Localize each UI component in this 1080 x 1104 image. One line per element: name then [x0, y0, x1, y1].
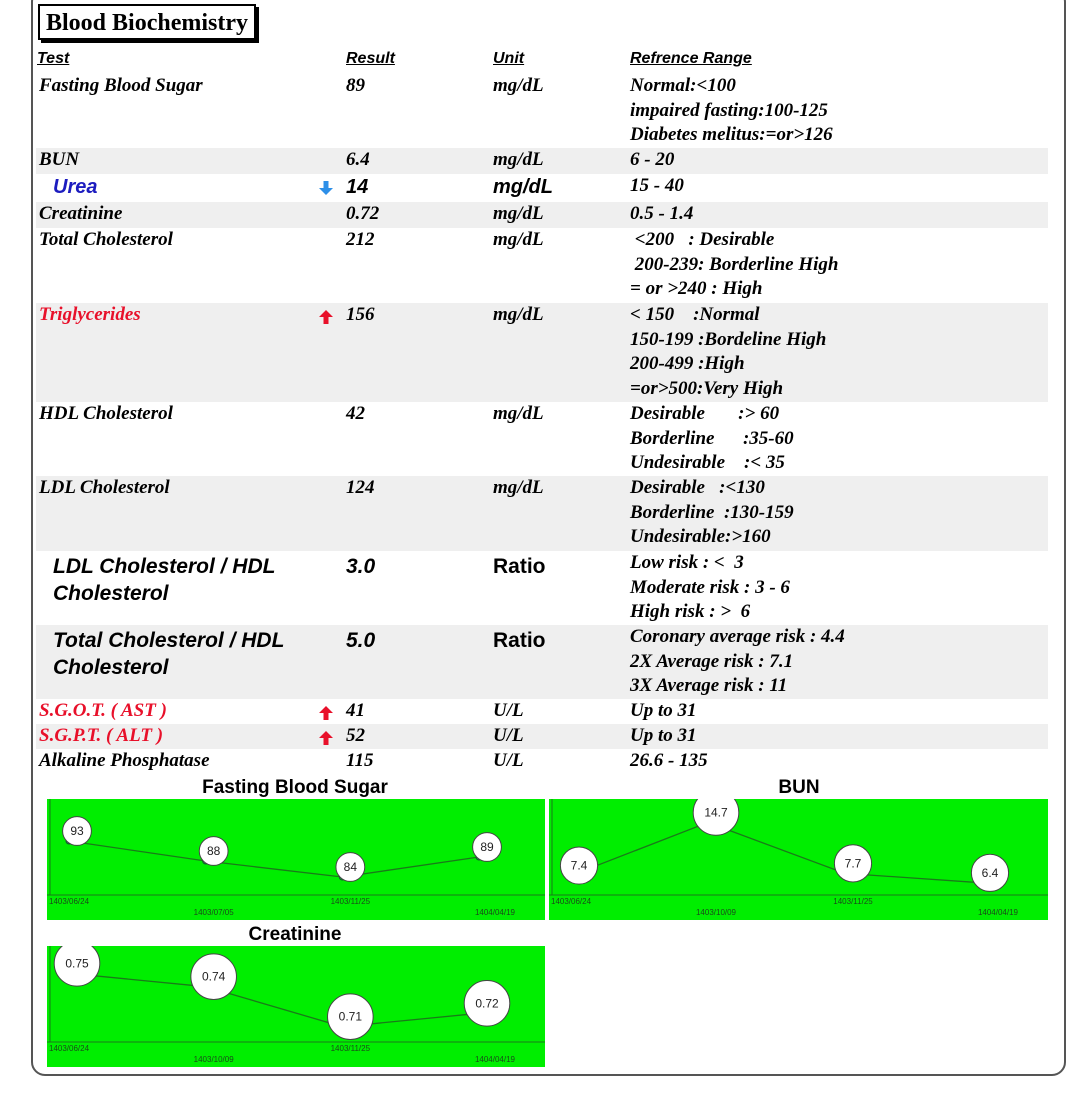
header-range: Refrence Range [630, 50, 752, 67]
arrow-up-icon [318, 705, 334, 721]
test-unit: mg/dL [493, 203, 544, 224]
reference-range-line: 15 - 40 [630, 175, 684, 196]
table-row [36, 749, 1048, 774]
chart-x-tick-label: 1403/06/24 [49, 897, 90, 906]
test-name: HDL Cholesterol [39, 403, 173, 424]
test-unit: Ratio [493, 629, 546, 652]
arrow-up-icon [318, 309, 334, 325]
test-result: 0.72 [346, 203, 380, 224]
chart-data-label: 88 [206, 844, 221, 858]
test-name: Urea [53, 176, 98, 198]
reference-range-line: 200-499 :High [630, 353, 745, 374]
reference-range-line: 26.6 - 135 [630, 750, 708, 771]
chart-title-bun: BUN [778, 777, 820, 798]
chart-data-label: 0.72 [475, 996, 499, 1011]
reference-range-line: 0.5 - 1.4 [630, 203, 694, 224]
chart-x-tick-label: 1403/10/09 [695, 908, 737, 917]
test-unit: mg/dL [493, 403, 544, 424]
reference-range-line: Normal:<100 [630, 75, 736, 96]
test-name: S.G.P.T. ( ALT ) [39, 725, 164, 746]
reference-range [630, 699, 697, 724]
table-row [36, 699, 1048, 724]
reference-range [630, 625, 845, 699]
reference-range-line: Undesirable:>160 [630, 526, 771, 547]
table-row [36, 148, 1048, 174]
header-unit: Unit [493, 50, 525, 67]
reference-range-line: 150-199 :Bordeline High [630, 328, 827, 350]
table-row [36, 202, 1048, 228]
chart-x-tick-label: 1403/07/05 [193, 908, 234, 917]
table-row [36, 402, 1048, 476]
test-name: S.G.O.T. ( AST ) [39, 700, 167, 721]
reference-range [630, 749, 708, 774]
chart-x-tick-label: 1403/10/09 [193, 1055, 234, 1064]
reference-range [630, 228, 838, 302]
reference-range [630, 402, 794, 476]
arrow-up-icon [318, 730, 334, 746]
table-row [36, 174, 1048, 202]
test-result: 124 [346, 477, 375, 498]
chart-data-label: 14.7 [704, 805, 728, 820]
test-unit: mg/dL [493, 176, 553, 198]
chart-x-tick-label: 1403/06/24 [49, 1044, 90, 1053]
test-name: Total Cholesterol / HDL Cholesterol [53, 629, 285, 679]
chart-data-label: 93 [70, 824, 84, 838]
chart-title-creatinine: Creatinine [248, 924, 342, 945]
chart-creatinine [47, 946, 545, 1067]
test-unit: mg/dL [493, 477, 544, 498]
test-result: 52 [346, 725, 365, 746]
reference-range-line: Desirable :> 60 [630, 403, 780, 424]
chart-data-label: 7.7 [844, 856, 862, 871]
table-row [36, 625, 1048, 699]
chart-x-tick-label: 1403/11/25 [833, 897, 873, 906]
chart-data-label: 7.4 [570, 858, 588, 873]
reference-range [630, 303, 826, 401]
reference-range-line: Desirable :<130 [630, 477, 765, 498]
table-row [36, 74, 1048, 148]
reference-range-line: 200-239: Borderline High [630, 253, 839, 275]
test-name: Triglycerides [39, 304, 141, 325]
reference-range [630, 476, 794, 550]
chart-x-tick-label: 1403/11/25 [330, 897, 371, 906]
reference-range-line: High risk : > 6 [630, 601, 751, 622]
test-unit: mg/dL [493, 229, 544, 250]
test-name: LDL Cholesterol / HDL Cholesterol [53, 555, 276, 605]
chart-fasting-blood-sugar [47, 799, 545, 920]
reference-range-line: Low risk : < 3 [630, 552, 744, 573]
test-name: Creatinine [39, 203, 123, 224]
reference-range-line: =or>500:Very High [630, 377, 784, 399]
test-name: BUN [39, 149, 80, 170]
test-unit: mg/dL [493, 149, 544, 170]
chart-data-label: 84 [343, 860, 358, 874]
chart-data-label: 0.74 [201, 969, 226, 984]
test-name: Total Cholesterol [39, 229, 173, 250]
chart-background [47, 799, 545, 920]
chart-x-tick-label: 1404/04/19 [977, 908, 1018, 917]
reference-range-line: Up to 31 [630, 725, 697, 746]
reference-range-line: Borderline :130-159 [630, 501, 794, 523]
test-result: 14 [346, 176, 369, 198]
test-unit: U/L [493, 700, 524, 721]
table-row [36, 228, 1048, 303]
test-result: 3.0 [346, 555, 376, 578]
reference-range-line: Undesirable :< 35 [630, 452, 785, 473]
reference-range-line: Up to 31 [630, 700, 697, 721]
test-name: Alkaline Phosphatase [39, 750, 210, 771]
table-row [36, 551, 1048, 625]
reference-range-line: < 150 :Normal [630, 304, 760, 325]
test-result: 156 [346, 304, 375, 325]
reference-range-line: Diabetes melitus:=or>126 [630, 124, 833, 145]
chart-title-fbs: Fasting Blood Sugar [202, 777, 388, 798]
test-unit: Ratio [493, 555, 546, 578]
test-result: 212 [346, 229, 375, 250]
chart-svg [47, 946, 545, 1067]
reference-range [630, 551, 790, 625]
arrow-down-icon [318, 180, 334, 196]
test-name: Fasting Blood Sugar [39, 75, 203, 96]
test-unit: mg/dL [493, 75, 544, 96]
test-result: 5.0 [346, 629, 376, 652]
reference-range [630, 148, 674, 173]
test-result: 6.4 [346, 149, 370, 170]
reference-range-line: 3X Average risk : 11 [630, 675, 788, 696]
chart-data-label: 6.4 [981, 865, 999, 880]
test-unit: U/L [493, 750, 524, 771]
chart-bun [549, 799, 1048, 920]
reference-range-line: 6 - 20 [630, 149, 675, 170]
chart-x-tick-label: 1403/11/25 [330, 1044, 371, 1053]
test-name: LDL Cholesterol [39, 477, 170, 498]
reference-range-line: Moderate risk : 3 - 6 [630, 576, 790, 598]
reference-range [630, 724, 697, 749]
header-test: Test [37, 50, 70, 67]
reference-range [630, 174, 684, 199]
table-row [36, 476, 1048, 551]
chart-svg [47, 799, 545, 920]
report-title: Blood Biochemistry [38, 4, 256, 40]
table-row [36, 724, 1048, 749]
test-result: 41 [346, 700, 365, 721]
test-result: 89 [346, 75, 365, 96]
chart-data-label: 0.71 [338, 1009, 363, 1024]
reference-range-line: <200 : Desirable [630, 229, 775, 250]
test-unit: U/L [493, 725, 524, 746]
reference-range [630, 74, 833, 148]
reference-range-line: 2X Average risk : 7.1 [630, 650, 794, 672]
reference-range-line: = or >240 : High [630, 278, 763, 299]
chart-data-label: 89 [480, 840, 494, 854]
reference-range-line: Borderline :35-60 [630, 427, 794, 449]
chart-x-tick-label: 1404/04/19 [474, 1055, 515, 1064]
header-result: Result [346, 50, 395, 67]
reference-range-line: Coronary average risk : 4.4 [630, 626, 845, 647]
chart-svg [549, 799, 1048, 920]
table-row [36, 303, 1048, 402]
chart-x-tick-label: 1403/06/24 [551, 897, 592, 906]
reference-range-line: impaired fasting:100-125 [630, 99, 828, 121]
test-result: 42 [346, 403, 365, 424]
chart-background [549, 799, 1048, 920]
reference-range [630, 202, 693, 227]
chart-data-label: 0.75 [65, 956, 89, 971]
chart-x-tick-label: 1404/04/19 [474, 908, 515, 917]
test-unit: mg/dL [493, 304, 544, 325]
test-result: 115 [346, 750, 374, 771]
